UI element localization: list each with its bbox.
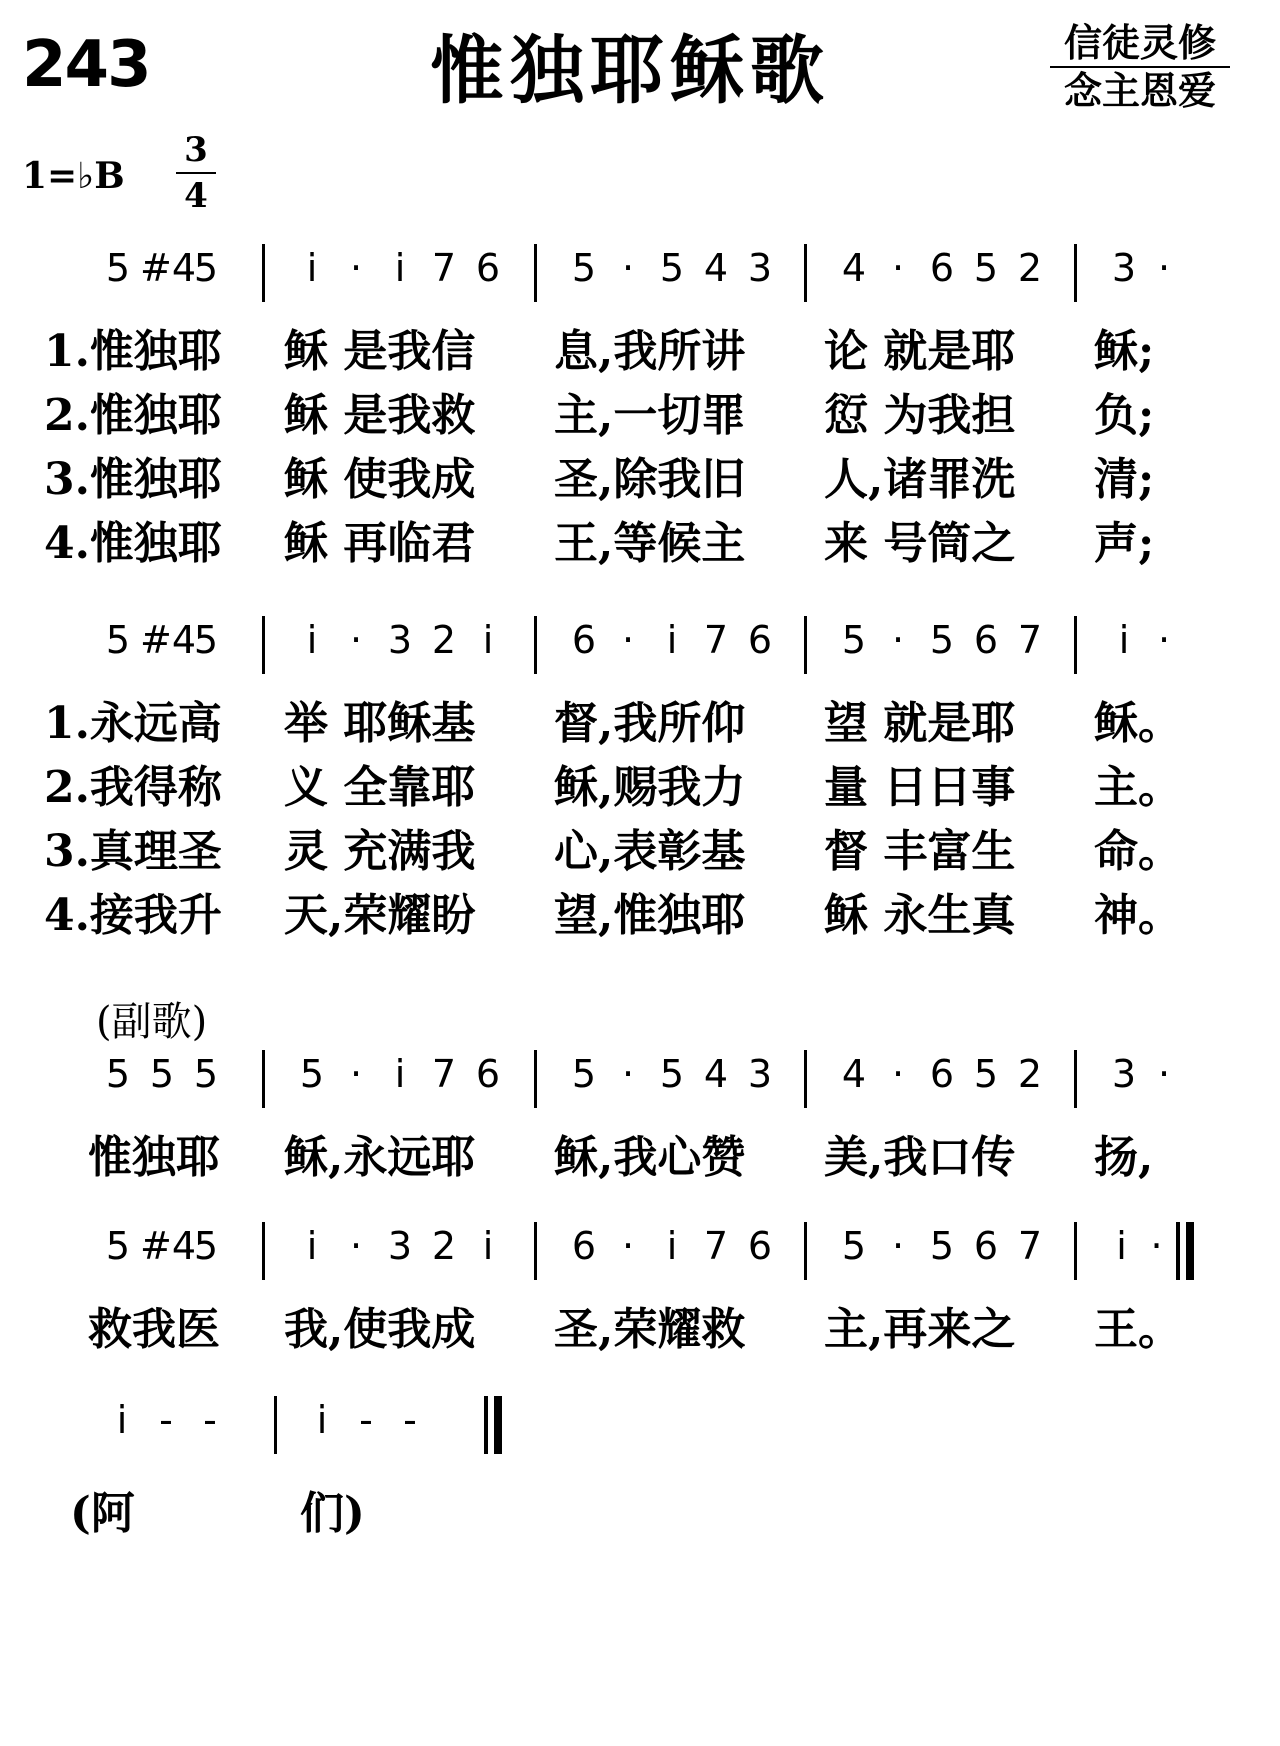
note: 5 (841, 1224, 867, 1268)
note: · (1157, 618, 1171, 662)
note: 3 (387, 1224, 413, 1268)
measure-1 (290, 612, 510, 684)
note: i (1116, 1224, 1127, 1268)
notation-row (0, 1218, 1280, 1298)
note: · (1157, 1052, 1171, 1096)
lyric-cell: 稣 再临君 (284, 518, 476, 569)
measure-3 (832, 1218, 1052, 1290)
note: - (403, 1398, 417, 1442)
note: 3 (1111, 246, 1137, 290)
note: 4 (841, 1052, 867, 1096)
barline (534, 1222, 537, 1280)
lyric-cell: 督,我所仰 (554, 698, 746, 749)
lyric-cell: 望 就是耶 (824, 698, 1016, 749)
note: · (891, 1052, 905, 1096)
note: 5 (659, 246, 685, 290)
note: 7 (431, 246, 457, 290)
barline (1074, 616, 1077, 674)
note: i (306, 246, 318, 290)
lyric-cell: 命。 (1094, 826, 1182, 877)
measure-1 (290, 1218, 510, 1290)
note: i (1118, 618, 1130, 662)
note: 5 (105, 246, 131, 290)
theme-subcategory: 念主恩爱 (1063, 68, 1216, 113)
lyric-cell: 4.惟独耶 (44, 518, 222, 569)
note: · (349, 1052, 363, 1096)
note: · (349, 246, 363, 290)
note: · (891, 1224, 905, 1268)
note: · (621, 618, 635, 662)
lyric-verse-3 (0, 448, 1280, 512)
measure-amen-1 (100, 1392, 260, 1464)
lyric-cell: 量 日日事 (824, 762, 1016, 813)
note: 7 (703, 618, 729, 662)
amen-lyric (0, 1482, 1280, 1546)
note: · (621, 1224, 635, 1268)
lyric-cell: 愆 为我担 (824, 390, 1016, 441)
note: 2 (431, 1224, 457, 1268)
measure-1 (290, 1046, 510, 1118)
note: 7 (703, 1224, 729, 1268)
chorus-line-2 (0, 1218, 1280, 1362)
chorus-line-1 (0, 1046, 1280, 1190)
pickup-measure (96, 612, 256, 684)
note: · (349, 1224, 363, 1268)
verse-section-2 (0, 612, 1280, 948)
chorus-label: (副歌) (96, 999, 208, 1045)
verse-section-1 (0, 240, 1280, 576)
lyric-cell: 王。 (1094, 1304, 1182, 1355)
barline (274, 1396, 277, 1454)
lyric-cell: 义 全靠耶 (284, 762, 476, 813)
note: 6 (929, 246, 955, 290)
note: 5 (929, 618, 955, 662)
lyric-cell: 稣,我心赞 (554, 1132, 746, 1183)
notation-row (0, 240, 1280, 320)
measure-4 (1104, 240, 1184, 312)
lyric-cell: 人,诸罪洗 (824, 454, 1016, 505)
lyric-cell: 3.惟独耶 (44, 454, 222, 505)
note: · (1150, 1224, 1163, 1268)
lyric-cell: 举 耶稣基 (284, 698, 476, 749)
note: 5 (105, 1052, 131, 1096)
note: i (306, 1224, 318, 1268)
barline (804, 1222, 807, 1280)
lyric-verse-4 (0, 884, 1280, 948)
note: 5 (659, 1052, 685, 1096)
measure-4 (1104, 1046, 1184, 1118)
lyric-verse-3 (0, 820, 1280, 884)
lyric-cell: 救我医 (88, 1304, 220, 1355)
note: 7 (431, 1052, 457, 1096)
time-signature (176, 128, 216, 218)
end-barline-thick (494, 1396, 502, 1454)
note: · (891, 246, 905, 290)
lyric-cell: 2.我得称 (44, 762, 222, 813)
measure-3 (832, 240, 1052, 312)
note: 2 (431, 618, 457, 662)
end-barline-thick (1186, 1222, 1194, 1280)
notation-row (0, 1046, 1280, 1126)
note: 6 (929, 1052, 955, 1096)
lyric-cell: 心,表彰基 (554, 826, 746, 877)
note: i (666, 1224, 678, 1268)
note: 6 (973, 1224, 999, 1268)
lyric-cell: 负; (1094, 390, 1155, 441)
hymn-title: 惟独耶稣歌 (430, 28, 830, 114)
lyric-cell: 惟独耶 (88, 1132, 220, 1183)
note: i (394, 246, 406, 290)
note: - (159, 1398, 173, 1442)
note: 2 (1017, 246, 1043, 290)
lyric-cell: 稣; (1094, 326, 1155, 377)
note: 5 (299, 1052, 325, 1096)
amen-line (0, 1392, 1280, 1546)
lyric-cell: 稣 永生真 (824, 890, 1016, 941)
barline (1074, 244, 1077, 302)
lyric-cell: 稣,永远耶 (284, 1132, 476, 1183)
measure-2 (562, 1046, 782, 1118)
note: · (349, 618, 363, 662)
note: 3 (747, 246, 773, 290)
lyric-cell: 神。 (1094, 890, 1182, 941)
note: 5 (571, 1052, 597, 1096)
lyric-cell: 来 号筒之 (824, 518, 1016, 569)
lyric-cell: 灵 充满我 (284, 826, 476, 877)
barline (1074, 1222, 1077, 1280)
time-denominator: 4 (184, 176, 208, 216)
theme-category: 信徒灵修 (1050, 20, 1230, 68)
note: i (316, 1398, 328, 1442)
note: 3 (1111, 1052, 1137, 1096)
measure-2 (562, 1218, 782, 1290)
barline (534, 244, 537, 302)
note: 5 (105, 618, 131, 662)
lyric-cell: 清; (1094, 454, 1155, 505)
note: #4 (140, 1224, 197, 1268)
measure-2 (562, 612, 782, 684)
note: 6 (973, 618, 999, 662)
note: · (621, 246, 635, 290)
note: - (359, 1398, 373, 1442)
lyric-verse-2 (0, 384, 1280, 448)
note: i (394, 1052, 406, 1096)
lyric-cell: 主,一切罪 (554, 390, 746, 441)
note: 5 (149, 1052, 175, 1096)
measure-amen-2 (300, 1392, 460, 1464)
lyric-cell: 美,我口传 (824, 1132, 1016, 1183)
note: · (891, 618, 905, 662)
note: 3 (387, 618, 413, 662)
measure-1 (290, 240, 510, 312)
note: 6 (571, 618, 597, 662)
note: 6 (571, 1224, 597, 1268)
lyric-cell: (阿 (70, 1488, 135, 1539)
note: 5 (841, 618, 867, 662)
end-barline-thin (484, 1396, 488, 1454)
note: i (666, 618, 678, 662)
lyric-cell: 我,使我成 (284, 1304, 476, 1355)
barline (262, 616, 265, 674)
barline (804, 244, 807, 302)
note: i (116, 1398, 128, 1442)
note: · (621, 1052, 635, 1096)
lyric-cell: 主。 (1094, 762, 1182, 813)
lyric-cell: 稣。 (1094, 698, 1182, 749)
lyric-cell: 稣 是我信 (284, 326, 476, 377)
end-barline-thin (1176, 1222, 1180, 1280)
theme-label (1050, 20, 1230, 114)
lyric-cell: 王,等候主 (554, 518, 746, 569)
time-numerator: 3 (176, 128, 216, 174)
lyric-verse-1 (0, 320, 1280, 384)
lyric-cell: 主,再来之 (824, 1304, 1016, 1355)
note: 5 (973, 1052, 999, 1096)
note: - (203, 1398, 217, 1442)
lyric-verse-4 (0, 512, 1280, 576)
lyric-cell: 督 丰富生 (824, 826, 1016, 877)
note: 2 (1017, 1052, 1043, 1096)
lyric-cell: 扬, (1094, 1132, 1154, 1183)
hymn-number: 243 (22, 28, 150, 102)
lyric-verse-1 (0, 692, 1280, 756)
barline (804, 616, 807, 674)
lyric-cell: 息,我所讲 (554, 326, 746, 377)
lyric-cell: 2.惟独耶 (44, 390, 222, 441)
note: 5 (973, 246, 999, 290)
chorus-lyric (0, 1126, 1280, 1190)
note: 5 (193, 246, 219, 290)
note: i (482, 618, 494, 662)
barline (262, 244, 265, 302)
lyric-cell: 稣 使我成 (284, 454, 476, 505)
barline (262, 1222, 265, 1280)
note: · (1157, 246, 1171, 290)
note: 3 (747, 1052, 773, 1096)
note: 4 (841, 246, 867, 290)
note: 5 (193, 618, 219, 662)
lyric-cell: 声; (1094, 518, 1155, 569)
lyric-cell: 天,荣耀盼 (284, 890, 476, 941)
note: 7 (1017, 618, 1043, 662)
lyric-cell: 4.接我升 (44, 890, 222, 941)
note: 6 (747, 1224, 773, 1268)
barline (1074, 1050, 1077, 1108)
note: 6 (475, 246, 501, 290)
barline (534, 616, 537, 674)
notation-row (0, 612, 1280, 692)
pickup-measure (96, 1218, 256, 1290)
note: i (482, 1224, 494, 1268)
measure-3 (832, 612, 1052, 684)
measure-3 (832, 1046, 1052, 1118)
note: 4 (703, 246, 729, 290)
measure-2 (562, 240, 782, 312)
note: 4 (703, 1052, 729, 1096)
barline (804, 1050, 807, 1108)
note: 7 (1017, 1224, 1043, 1268)
chorus-lyric (0, 1298, 1280, 1362)
note: 5 (105, 1224, 131, 1268)
lyric-cell: 望,惟独耶 (554, 890, 746, 941)
note: 5 (571, 246, 597, 290)
note: 6 (475, 1052, 501, 1096)
note: #4 (140, 246, 197, 290)
note: i (306, 618, 318, 662)
lyric-verse-2 (0, 756, 1280, 820)
lyric-cell: 论 就是耶 (824, 326, 1016, 377)
lyric-cell: 们) (300, 1488, 365, 1539)
lyric-cell: 稣 是我救 (284, 390, 476, 441)
lyric-cell: 3.真理圣 (44, 826, 222, 877)
lyric-cell: 圣,除我旧 (554, 454, 746, 505)
barline (534, 1050, 537, 1108)
lyric-cell: 1.惟独耶 (44, 326, 222, 377)
measure-4 (1104, 612, 1184, 684)
note: 5 (193, 1224, 219, 1268)
notation-row (0, 1392, 1280, 1472)
lyric-cell: 1.永远高 (44, 698, 222, 749)
lyric-cell: 稣,赐我力 (554, 762, 746, 813)
note: #4 (140, 618, 197, 662)
note: 6 (747, 618, 773, 662)
pickup-measure (96, 1046, 256, 1118)
note: 5 (193, 1052, 219, 1096)
lyric-cell: 圣,荣耀救 (554, 1304, 746, 1355)
pickup-measure (96, 240, 256, 312)
measure-4 (1104, 1218, 1174, 1290)
key-signature: 1=♭B (22, 155, 125, 197)
note: 5 (929, 1224, 955, 1268)
barline (262, 1050, 265, 1108)
